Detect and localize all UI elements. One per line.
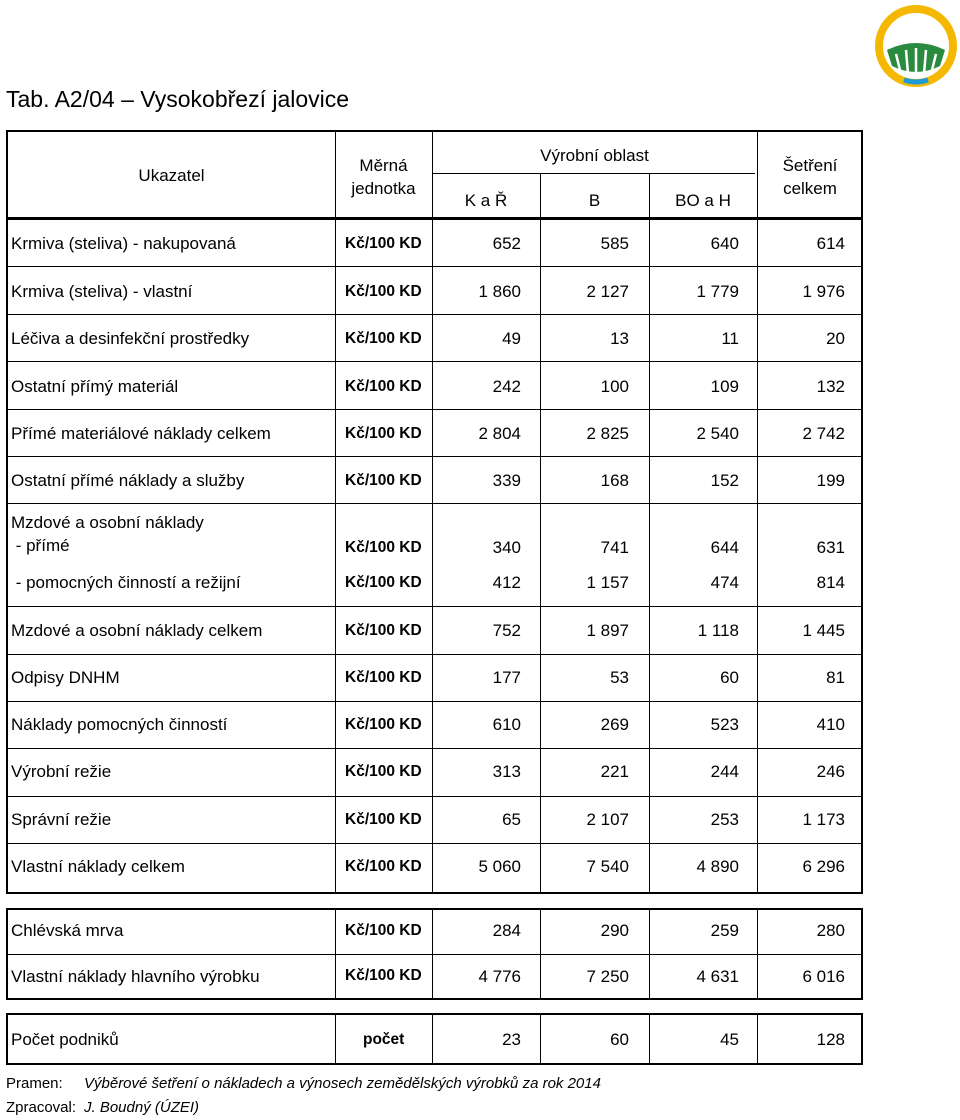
row-divider — [8, 954, 861, 955]
source-note — [6, 1075, 601, 1092]
col-divider — [757, 1015, 758, 1063]
header-merna: Měrná — [359, 156, 408, 175]
value-boah: 2 540 — [696, 424, 739, 443]
value-kar: 652 — [492, 234, 521, 253]
header-merna-jednotka — [335, 154, 432, 200]
col-divider — [757, 132, 758, 892]
value-kar: 23 — [502, 1030, 521, 1049]
row-label: Chlévská mrva — [11, 921, 124, 940]
row-divider — [8, 266, 861, 267]
row-unit: Kč/100 KD — [345, 858, 422, 875]
row-unit: Kč/100 KD — [345, 763, 422, 780]
value-kar: 610 — [492, 715, 521, 734]
row-label: Ostatní přímý materiál — [11, 377, 179, 396]
row-label: Správní režie — [11, 810, 112, 829]
value-total: 614 — [816, 234, 845, 253]
row-unit: Kč/100 KD — [345, 425, 422, 442]
value-total: 128 — [816, 1030, 845, 1049]
row-unit: Kč/100 KD — [345, 622, 422, 639]
row-unit: Kč/100 KD — [345, 330, 422, 347]
source-value: Výběrové šetření o nákladech a výnosech zemědělských výrobků za rok 2014 — [84, 1075, 601, 1092]
value-kar: 1 860 — [478, 282, 521, 301]
value-boah: 644 — [710, 538, 739, 557]
value-b: 7 540 — [586, 857, 629, 876]
row-divider — [8, 748, 861, 749]
header-celkem: celkem — [783, 179, 837, 198]
value-b: 585 — [600, 234, 629, 253]
value-kar: 313 — [492, 762, 521, 781]
value-b: 269 — [600, 715, 629, 734]
value-total: 1 173 — [802, 810, 845, 829]
value-boah: 11 — [721, 329, 739, 348]
row-divider — [8, 796, 861, 797]
row-divider — [8, 503, 861, 504]
value-total: 6 296 — [802, 857, 845, 876]
header-col-kar: K a Ř — [464, 191, 508, 210]
value-b: 100 — [600, 377, 629, 396]
row-divider — [8, 606, 861, 607]
row-label: Léčiva a desinfekční prostředky — [11, 329, 250, 348]
row-unit: Kč/100 KD — [345, 967, 422, 984]
row-label: Počet podniků — [11, 1030, 119, 1049]
value-b: 53 — [610, 668, 629, 687]
col-divider — [432, 1015, 433, 1063]
value-b: 1 897 — [586, 621, 629, 640]
row-divider — [8, 843, 861, 844]
value-b: 1 157 — [586, 573, 629, 592]
value-kar: 65 — [502, 810, 521, 829]
header-jednotka: jednotka — [351, 179, 416, 198]
row-label: Výrobní režie — [11, 762, 112, 781]
value-kar: 2 804 — [478, 424, 521, 443]
value-b: 13 — [610, 329, 629, 348]
value-total: 81 — [826, 668, 845, 687]
row-unit: Kč/100 KD — [345, 472, 422, 489]
value-b: 168 — [600, 471, 629, 490]
row-unit: Kč/100 KD — [345, 811, 422, 828]
value-total: 246 — [816, 762, 845, 781]
col-divider — [432, 132, 433, 892]
author-value: J. Boudný (ÚZEI) — [84, 1099, 200, 1116]
costs-table — [6, 130, 863, 894]
row-divider — [8, 314, 861, 315]
value-kar: 49 — [502, 329, 521, 348]
row-divider — [8, 654, 861, 655]
header-ukazatel: Ukazatel — [138, 166, 205, 185]
value-kar: 177 — [492, 668, 521, 687]
value-kar: 5 060 — [478, 857, 521, 876]
source-key: Pramen: — [6, 1075, 63, 1092]
col-divider — [649, 1015, 650, 1063]
header-col-boah: BO a H — [675, 191, 731, 210]
value-b: 741 — [600, 538, 629, 557]
col-divider — [540, 173, 541, 892]
row-label: Vlastní náklady hlavního výrobku — [11, 967, 260, 986]
value-boah: 253 — [710, 810, 739, 829]
row-unit: Kč/100 KD — [345, 235, 422, 252]
value-boah: 60 — [720, 668, 739, 687]
row-unit: Kč/100 KD — [345, 574, 422, 591]
row-divider — [8, 409, 861, 410]
value-b: 2 107 — [586, 810, 629, 829]
row-label: - přímé — [11, 536, 70, 555]
value-kar: 284 — [492, 921, 521, 940]
value-b: 60 — [610, 1030, 629, 1049]
agricultural-field-logo-icon — [874, 4, 958, 88]
value-b: 2 127 — [586, 282, 629, 301]
mzdy-heading: Mzdové a osobní náklady — [11, 513, 204, 532]
row-label: Mzdové a osobní náklady celkem — [11, 621, 263, 640]
col-divider — [335, 1015, 336, 1063]
count-table — [6, 1013, 863, 1065]
col-divider — [540, 1015, 541, 1063]
value-boah: 474 — [710, 573, 739, 592]
row-unit: Kč/100 KD — [345, 539, 422, 556]
author-note — [6, 1099, 199, 1116]
table-title: Tab. A2/04 – Vysokobřezí jalovice — [6, 86, 350, 112]
row-divider — [8, 701, 861, 702]
row-unit: Kč/100 KD — [345, 283, 422, 300]
col-divider — [649, 173, 650, 892]
value-boah: 1 118 — [697, 621, 739, 640]
value-kar: 4 776 — [478, 967, 521, 986]
value-boah: 1 779 — [696, 282, 739, 301]
main-product-table — [6, 908, 863, 1000]
value-total: 199 — [816, 471, 845, 490]
header-setreni: Šetření — [782, 156, 838, 175]
header-setreni-celkem — [757, 154, 863, 200]
value-b: 2 825 — [586, 424, 629, 443]
row-unit: Kč/100 KD — [345, 922, 422, 939]
value-b: 7 250 — [586, 967, 629, 986]
row-label: Odpisy DNHM — [11, 668, 120, 687]
value-kar: 339 — [492, 471, 521, 490]
value-total: 132 — [816, 377, 845, 396]
value-boah: 259 — [710, 921, 739, 940]
header-vyrobni-oblast: Výrobní oblast — [540, 146, 649, 165]
value-boah: 244 — [710, 762, 739, 781]
value-b: 290 — [600, 921, 629, 940]
row-label: Přímé materiálové náklady celkem — [11, 424, 271, 443]
value-boah: 152 — [710, 471, 739, 490]
row-unit: Kč/100 KD — [345, 716, 422, 733]
row-label: Krmiva (steliva) - vlastní — [11, 282, 193, 301]
value-kar: 412 — [492, 573, 521, 592]
value-boah: 45 — [720, 1030, 739, 1049]
row-label: Vlastní náklady celkem — [11, 857, 185, 876]
header-col-b: B — [588, 191, 601, 210]
value-kar: 242 — [492, 377, 521, 396]
row-label: Ostatní přímé náklady a služby — [11, 471, 245, 490]
row-unit: počet — [363, 1031, 405, 1048]
value-b: 221 — [600, 762, 629, 781]
value-total: 2 742 — [802, 424, 845, 443]
row-label: Náklady pomocných činností — [11, 715, 228, 734]
row-unit: Kč/100 KD — [345, 669, 422, 686]
value-total: 6 016 — [802, 967, 845, 986]
value-total: 410 — [816, 715, 845, 734]
value-total: 20 — [826, 329, 845, 348]
row-label: - pomocných činností a režijní — [11, 573, 241, 592]
value-boah: 640 — [710, 234, 739, 253]
col-divider — [335, 132, 336, 892]
value-boah: 109 — [710, 377, 739, 396]
value-boah: 4 631 — [696, 967, 739, 986]
row-divider — [8, 456, 861, 457]
header-bottom-rule — [8, 217, 861, 220]
value-total: 814 — [816, 573, 845, 592]
value-total: 280 — [816, 921, 845, 940]
value-total: 631 — [816, 538, 845, 557]
value-kar: 340 — [492, 538, 521, 557]
row-label: Krmiva (steliva) - nakupovaná — [11, 234, 236, 253]
row-divider — [8, 361, 861, 362]
row-unit: Kč/100 KD — [345, 378, 422, 395]
value-total: 1 976 — [802, 282, 845, 301]
value-kar: 752 — [492, 621, 521, 640]
value-boah: 523 — [710, 715, 739, 734]
value-total: 1 445 — [802, 621, 845, 640]
header-divider — [432, 173, 755, 174]
author-key: Zpracoval: — [6, 1099, 77, 1116]
value-boah: 4 890 — [696, 857, 739, 876]
